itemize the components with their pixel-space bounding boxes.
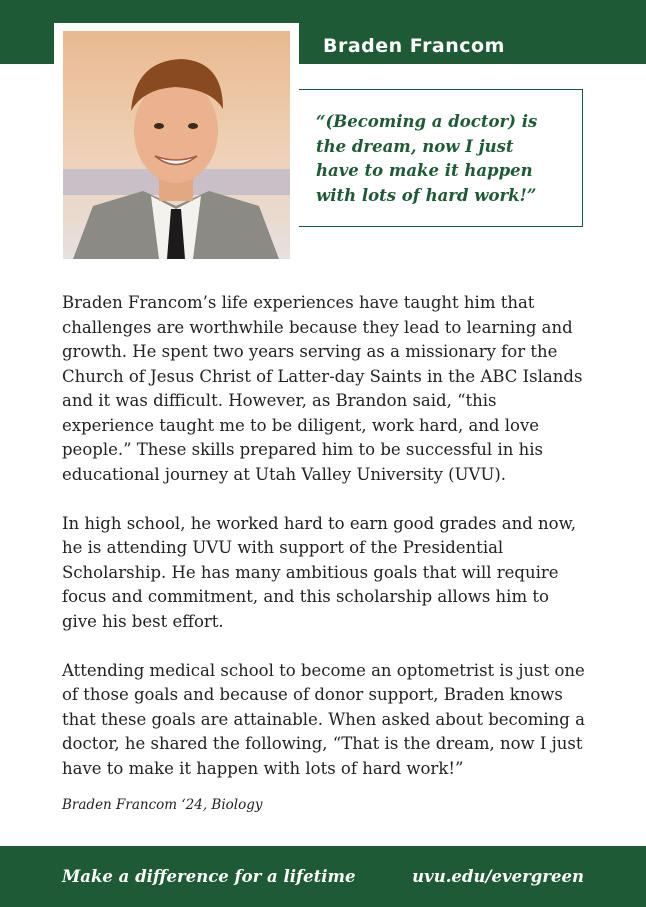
footer-url-link[interactable]: uvu.edu/evergreen [412,867,584,886]
pull-quote: “(Becoming a doctor) is the dream, now I just have to make it happen with lots of hard work!” [316,112,538,205]
student-caption: Braden Francom ‘24, Biology [62,797,263,813]
paragraph-3: Attending medical school to become an optometrist is just one of those goals and because of donor support, Braden knows that these goals are attainable. When asked about becoming a doctor, he shared the following, “That is the dream, now I just have to make it happen with lots of hard work!” [62,660,585,778]
paragraph-1: Braden Francom’s life experiences have taught him that challenges are worthwhile because they lead to learning and growth. He spent two years serving as a missionary for the Church of Jesus Christ of Latter-day Saints in the ABC Islands and it was difficult. However, as Brandon said, “this experience taught me to be diligent, work hard, and love people.” These skills prepared him to be successful in his educational journey at Utah Valley University (UVU). [62,293,583,484]
paragraph-2: In high school, he worked hard to earn good grades and now, he is attending UVU with support of the Presidential Scholarship. He has many ambitious goals that will require focus and commitment, and this scholarship allows him to give his best effort. [62,513,576,631]
article-body [62,291,586,806]
portrait-photo [63,31,290,259]
student-name: Braden Francom [323,35,505,57]
footer-tagline: Make a difference for a lifetime [62,867,356,886]
